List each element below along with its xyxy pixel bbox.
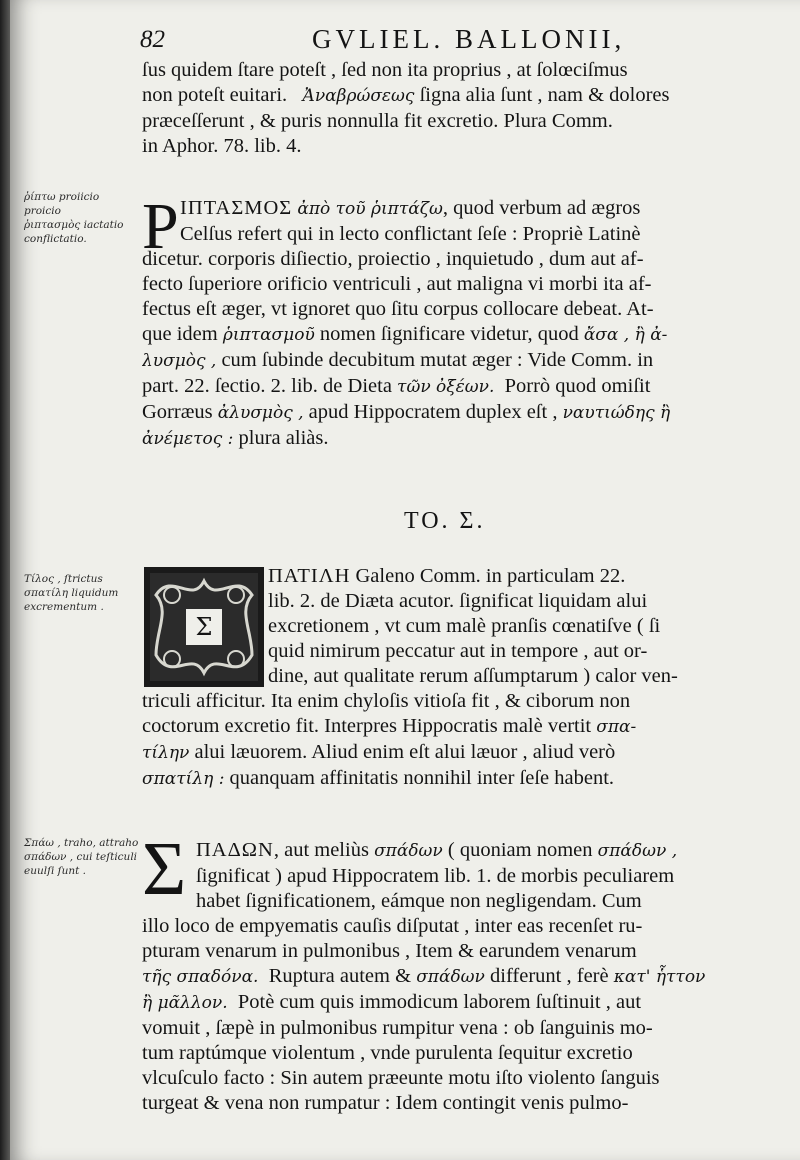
text-line: que idem ῥιπτασμοῦ nomen ſignificare videtur, quod ἄσα , ἢ ἀ-: [142, 323, 668, 345]
text-line: quid nimirum peccatur aut in tempore , aut or-: [268, 640, 648, 662]
margin-note-tilos: Τίλος , ſtrictus σπατίλη liquidum excrementum .: [24, 573, 119, 613]
text-line: fectus eſt æger, vt ignoret quo ſitu corpus collocare debeat. At-: [142, 298, 654, 320]
greek-term: ναυτιώδης ἢ: [562, 403, 671, 423]
headword: ΠΑΤΙΛΗ: [268, 565, 351, 587]
text-line: illo loco de empyematis cauſis diſputat , inter eas recenſet ru-: [142, 915, 643, 937]
text-line: ἢ μᾶλλον. Potè cum quis immodicum laborem ſuſtinuit , aut: [142, 991, 642, 1013]
text-line: ΙΠΤΑΣΜΟΣ ἀπὸ τοῦ ῥιπτάζω, quod verbum ad ægros: [180, 197, 641, 219]
text-line: tum raptúmque violentum , vnde purulenta ſequitur excretio: [142, 1042, 633, 1064]
margin-note-spao: Σπάω , traho, attraho σπάδων , cui teſticuli euulſi ſunt .: [24, 837, 139, 877]
text-line: ſignificat ) apud Hippocratem lib. 1. de morbis peculiarem: [196, 865, 675, 887]
headword: ΙΠΤΑΣΜΟΣ: [180, 197, 293, 219]
text-line: ΠΑΤΙΛΗ Galeno Comm. in particulam 22.: [268, 565, 626, 587]
greek-term: ἀνέμετος :: [142, 429, 234, 449]
text-line: λυσμὸς , cum ſubinde decubitum mutat æger : Vide Comm. in: [142, 349, 654, 371]
greek-term: τῆς σπαδόνα.: [142, 967, 259, 987]
text-line: ſus quidem ſtare poteſt , ſed non ita proprius , at ſolœciſmus: [142, 59, 628, 81]
greek-term: κατ' ἧττον: [613, 967, 706, 987]
text-line: τῆς σπαδόνα. Ruptura autem & σπάδων differunt , ferè κατ' ἧττον: [142, 965, 706, 987]
text-line: vlcuſculo facto : Sin autem præeunte motu iſto violento ſanguis: [142, 1067, 660, 1089]
greek-term: τίλην: [142, 743, 190, 763]
entry-spatile: [142, 564, 764, 792]
greek-term: ἀλυσμὸς ,: [217, 403, 304, 423]
greek-term: ἀπὸ τοῦ ῥιπτάζω: [297, 199, 443, 219]
text-line: Gorræus ἀλυσμὸς , apud Hippocratem duplex eſt , ναυτιώδης ἢ: [142, 401, 671, 423]
text-line: ἀνέμετος : plura aliàs.: [142, 427, 329, 449]
text-line: in Aphor. 78. lib. 4.: [142, 135, 302, 157]
book-gutter: [0, 0, 10, 1160]
greek-term: σπατίλη :: [142, 769, 225, 789]
intro-paragraph: [142, 58, 764, 159]
greek-term: ἢ μᾶλλον.: [142, 993, 228, 1013]
headword: ΠΑΔΩΝ: [196, 839, 274, 861]
greek-term: τῶν ὀξέων.: [397, 377, 495, 397]
ornament-letter: Σ: [195, 613, 213, 641]
text-line: dicetur. corporis diſiectio, proiectio , inquietudo , dum aut af-: [142, 248, 644, 270]
greek-term: λυσμὸς ,: [142, 351, 217, 371]
text-line: ΠΑΔΩΝ, aut meliùs σπάδων ( quoniam nomen σπάδων ,: [196, 839, 678, 861]
text-line: turgeat & vena non rumpatur : Idem contingit venis pulmo-: [142, 1092, 629, 1114]
text-line: pturam venarum in pulmonibus , Item & earundem venarum: [142, 940, 637, 962]
greek-term: σπάδων ,: [597, 841, 678, 861]
drop-initial: Σ: [142, 827, 187, 911]
greek-term: Ἀναβρώσεως: [302, 86, 415, 106]
page-header: [140, 20, 760, 60]
entry-riptasmos: [142, 190, 764, 452]
page-number: 82: [140, 26, 165, 53]
text-line: coctorum excretio fit. Interpres Hippocratis malè vertit σπα-: [142, 715, 637, 737]
text-line: fecto ſuperiore orificio ventriculi , aut maligna vi morbi ita af-: [142, 273, 652, 295]
running-head: GVLIEL. BALLONII,: [312, 24, 626, 54]
greek-term: ῥιπτασμοῦ: [222, 325, 315, 345]
entry-spadon: [142, 827, 764, 1116]
greek-term: σπάδων: [374, 841, 443, 861]
text-line: part. 22. ſectio. 2. lib. de Dieta τῶν ὀξέων. Porrò quod omiſit: [142, 375, 651, 397]
text-line: excretionem , vt cum malè pranſis cœnatiſve ( ſi: [268, 615, 661, 637]
greek-term: ἄσα , ἢ ἀ-: [583, 325, 668, 345]
section-heading: ΤΟ. Σ.: [404, 508, 486, 534]
text-line: Celſus refert qui in lecto conflictant ſeſe : Propriè Latinè: [180, 223, 641, 245]
text-line: dine, aut qualitate rerum aſſumptarum ) calor ven-: [268, 665, 678, 687]
margin-note-ripto: ῥίπτω proiicio proicio ῥιπτασμὸς iactatio conflictatio.: [24, 191, 124, 245]
text-line: habet ſignificationem, eámque non negligendam. Cum: [196, 890, 642, 912]
drop-initial: P: [142, 190, 179, 263]
text-line: lib. 2. de Diæta acutor. ſignificat liquidam alui: [268, 590, 648, 612]
text-line: triculi afficitur. Ita enim chyloſis vitioſa fit , & ciborum non: [142, 690, 631, 712]
greek-term: σπα-: [596, 717, 637, 737]
text-line: præceſſerunt , & puris nonnulla fit excretio. Plura Comm.: [142, 110, 613, 132]
text-line: τίλην alui læuorem. Aliud enim eſt alui læuor , aliud verò: [142, 741, 616, 763]
text-line: σπατίλη : quanquam affinitatis nonnihil inter ſeſe habent.: [142, 767, 615, 789]
greek-term: σπάδων: [416, 967, 485, 987]
text-line: non poteſt euitari. Ἀναβρώσεως ſigna alia ſunt , nam & dolores: [142, 84, 670, 106]
text-line: vomuit , ſæpè in pulmonibus rumpitur vena : ob ſanguinis mo-: [142, 1017, 653, 1039]
